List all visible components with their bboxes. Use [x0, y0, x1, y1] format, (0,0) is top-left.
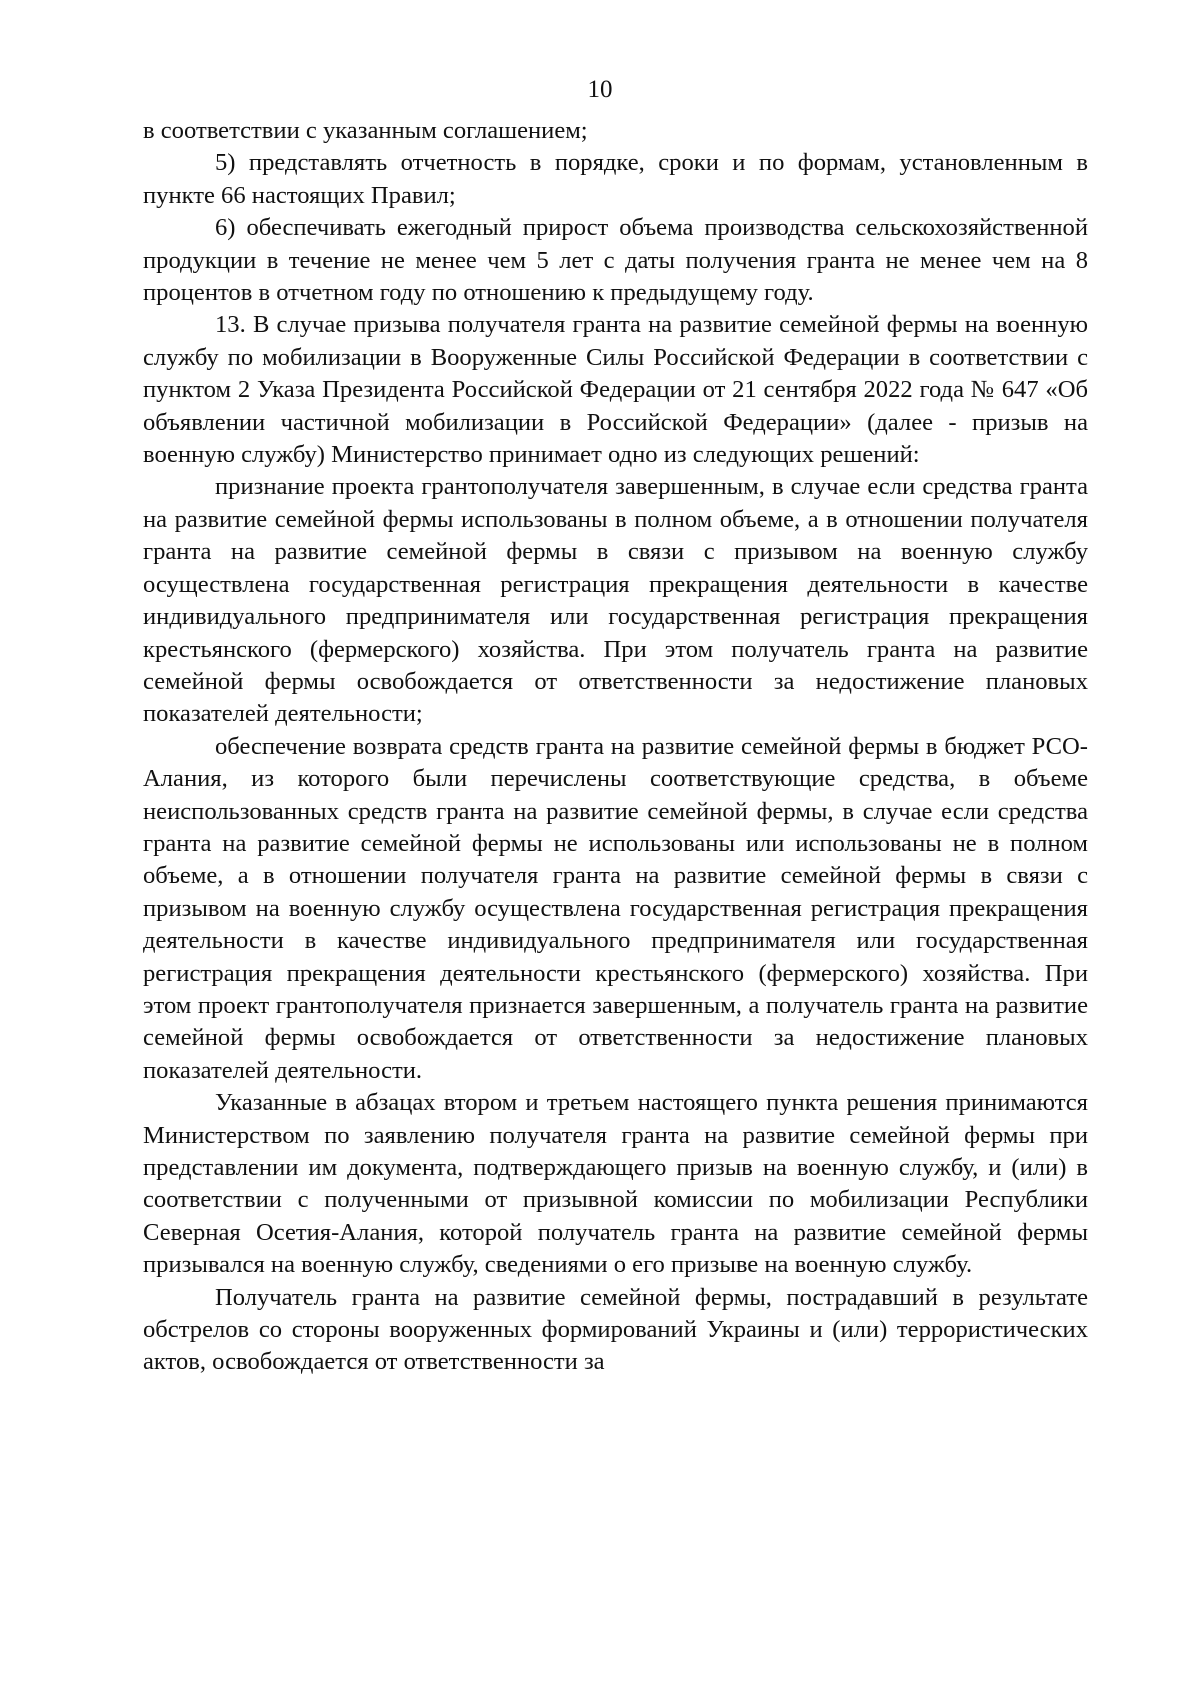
document-body [143, 115, 1088, 1379]
page-number: 10 [587, 76, 613, 103]
paragraph-item-5-reporting: 5) представлять отчетность в порядке, сроки и по формам, установленным в пункте 66 настоящих Правил; [143, 149, 1088, 209]
paragraph-decision-project-completed: признание проекта грантополучателя завершенным, в случае если средства гранта на развитие семейной фермы использованы в полном объеме, а в отношении получателя гранта на развитие семейной фермы в связи с призывом на военную службу осуществлена государственная регистрация прекращения деятельности в качестве индивидуального предпринимателя или государственная регистрация прекращения крестьянского (фермерского) хозяйства. При этом получатель гранта на развитие семейной фермы освобождается от ответственности за недостижение плановых показателей деятельности; [143, 473, 1088, 728]
paragraph-agreement-continuation: в соответствии с указанным соглашением; [143, 117, 588, 144]
paragraph-section-13-mobilization: 13. В случае призыва получателя гранта на развитие семейной фермы на военную службу по мобилизации в Вооруженные Силы Российской Федерации в соответствии с пунктом 2 Указа Президента Российской Федерации от 21 сентября 2022 года № 647 «Об объявлении частичной мобилизации в Российской Федерации» (далее - призыв на военную службу) Министерство принимает одно из следующих решений: [143, 311, 1088, 469]
paragraph-item-6-production-growth: 6) обеспечивать ежегодный прирост объема производства сельскохозяйственной продукции в течение не менее чем 5 лет с даты получения гранта не менее чем на 8 процентов в отчетном году по отношению к предыдущему году. [143, 214, 1088, 307]
paragraph-decisions-application: Указанные в абзацах втором и третьем настоящего пункта решения принимаются Министерством по заявлению получателя гранта на развитие семейной фермы при представлении им документа, подтверждающего призыв на военную службу, и (или) в соответствии с полученными от призывной комиссии по мобилизации Республики Северная Осетия-Алания, которой получатель гранта на развитие семейной фермы призывался на военную службу, сведениями о его призыве на военную службу. [143, 1089, 1088, 1279]
paragraph-decision-funds-return: обеспечение возврата средств гранта на развитие семейной фермы в бюджет РСО-Алания, из которого были перечислены соответствующие средства, в объеме неиспользованных средств гранта на развитие семейной фермы, в случае если средства гранта на развитие семейной фермы не использованы или использованы не в полном объеме, а в отношении получателя гранта на развитие семейной фермы в связи с призывом на военную службу осуществлена государственная регистрация прекращения деятельности в качестве индивидуального предпринимателя или государственная регистрация прекращения деятельности крестьянского (фермерского) хозяйства. При этом проект грантополучателя признается завершенным, а получатель гранта на развитие семейной фермы освобождается от ответственности за недостижение плановых показателей деятельности. [143, 732, 1088, 1084]
paragraph-shelling-liability: Получатель гранта на развитие семейной фермы, пострадавший в результате обстрелов со стороны вооруженных формирований Украины и (или) террористических актов, освобождается от ответственности за [143, 1283, 1088, 1376]
